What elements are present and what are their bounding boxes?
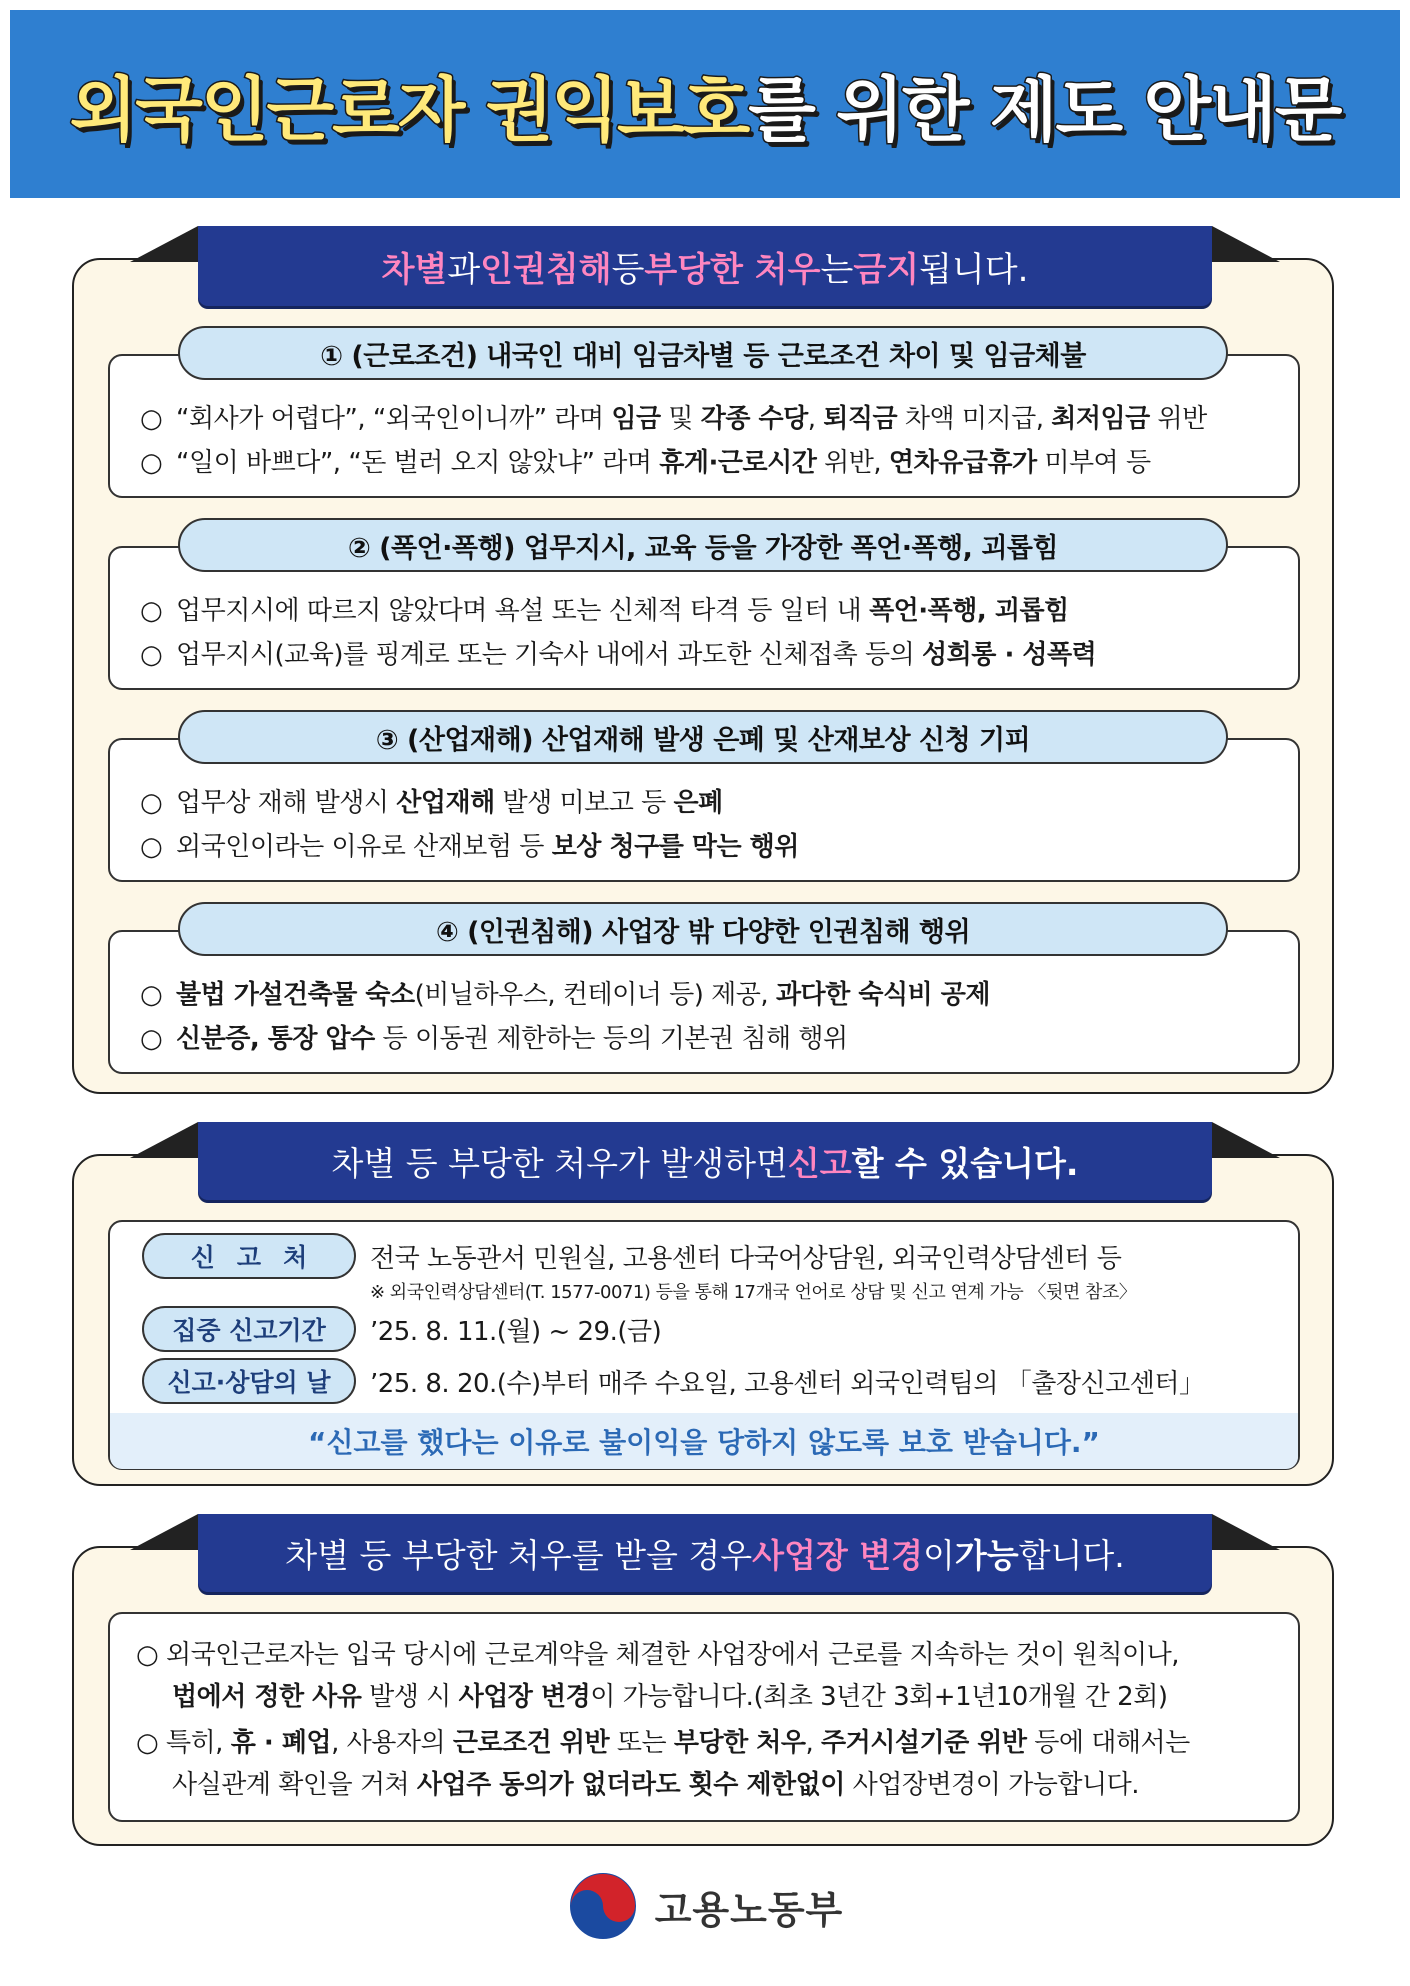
report-note: ※ 외국인력상담센터(T. 1577-0071) 등을 통해 17개국 언어로 상담 및 신고 연계 가능 〈뒷면 참조〉 xyxy=(370,1282,1137,1303)
item-line: ○ 업무지시에 따르지 않았다며 욕설 또는 신체적 타격 등 일터 내 폭언·폭행, 괴롭힘 xyxy=(140,596,1069,626)
workplace-change-line: 사실관계 확인을 거쳐 사업주 동의가 없더라도 횟수 제한없이 사업장변경이 가능합니다. xyxy=(172,1770,1139,1800)
item-line: ○ 업무지시(교육)를 핑계로 또는 기숙사 내에서 과도한 신체접촉 등의 성희롱 · 성폭력 xyxy=(140,640,1097,670)
taegeuk-emblem-icon xyxy=(567,1870,639,1942)
item-line: ○ 업무상 재해 발생시 산업재해 발생 미보고 등 은폐 xyxy=(140,788,723,818)
workplace-change-banner xyxy=(130,1514,1280,1592)
workplace-change-line: ○ 특히, 휴 · 폐업, 사용자의 근로조건 위반 또는 부당한 처우, 주거시설기준 위반 등에 대해서는 xyxy=(136,1728,1190,1758)
item-line: ○ “회사가 어렵다”, “외국인이니까” 라며 임금 및 각종 수당, 퇴직금 차액 미지급, 최저임금 위반 xyxy=(140,404,1207,434)
item-line: ○ 신분증, 통장 압수 등 이동권 제한하는 등의 기본권 침해 행위 xyxy=(140,1024,848,1054)
header-band xyxy=(10,10,1400,198)
page-title xyxy=(70,54,1341,155)
workplace-change-line: 법에서 정한 사유 발생 시 사업장 변경이 가능합니다.(최초 3년간 3회+1년10개월 간 2회) xyxy=(172,1682,1168,1712)
page-title-highlight: 외국인근로자 권익보호 xyxy=(69,68,749,151)
item-heading-3: ③ (산업재해) 산업재해 발생 은폐 및 산재보상 신청 기피 xyxy=(178,710,1228,764)
protection-notice: “신고를 했다는 이유로 불이익을 당하지 않도록 보호 받습니다.” xyxy=(110,1413,1298,1469)
ministry-name: 고용노동부 xyxy=(654,1887,844,1932)
report-place-label: 신고처 xyxy=(142,1233,356,1279)
item-heading-1: ① (근로조건) 내국인 대비 임금차별 등 근로조건 차이 및 임금체불 xyxy=(178,326,1228,380)
report-period-label: 집중 신고기간 xyxy=(142,1306,356,1352)
report-banner xyxy=(130,1122,1280,1200)
item-heading-2: ② (폭언·폭행) 업무지시, 교육 등을 가장한 폭언·폭행, 괴롭힘 xyxy=(178,518,1228,572)
report-period-text: ’25. 8. 11.(월) ~ 29.(금) xyxy=(370,1317,662,1347)
consult-day-text: ’25. 8. 20.(수)부터 매주 수요일, 고용센터 외국인력팀의 「출장신고센터」 xyxy=(370,1369,1205,1399)
item-line: ○ 불법 가설건축물 숙소(비닐하우스, 컨테이너 등) 제공, 과다한 숙식비 공제 xyxy=(140,980,990,1010)
item-line: ○ “일이 바쁘다”, “돈 벌러 오지 않았냐” 라며 휴게·근로시간 위반, 연차유급휴가 미부여 등 xyxy=(140,448,1151,478)
workplace-change-line: ○ 외국인근로자는 입국 당시에 근로계약을 체결한 사업장에서 근로를 지속하는 것이 원칙이나, xyxy=(136,1640,1180,1670)
report-place-text: 전국 노동관서 민원실, 고용센터 다국어상담원, 외국인력상담센터 등 xyxy=(370,1244,1122,1274)
item-line: ○ 외국인이라는 이유로 산재보험 등 보상 청구를 막는 행위 xyxy=(140,832,799,862)
item-heading-4: ④ (인권침해) 사업장 밖 다양한 인권침해 행위 xyxy=(178,902,1228,956)
workplace-change-banner-text: 차별 등 부당한 처우를 받을 경우 사업장 변경 이 가능 합니다. xyxy=(198,1514,1212,1592)
prohibition-banner xyxy=(130,226,1280,306)
report-banner-text: 차별 등 부당한 처우가 발생하면 신고 할 수 있습니다. xyxy=(198,1122,1212,1200)
footer xyxy=(0,1866,1410,1946)
prohibition-banner-text: 차별 과 인권침해 등 부당한 처우 는 금지 됩니다. xyxy=(198,226,1212,306)
page-title-rest: 를 위한 제도 안내문 xyxy=(748,68,1341,151)
consult-day-label: 신고·상담의 날 xyxy=(142,1358,356,1404)
